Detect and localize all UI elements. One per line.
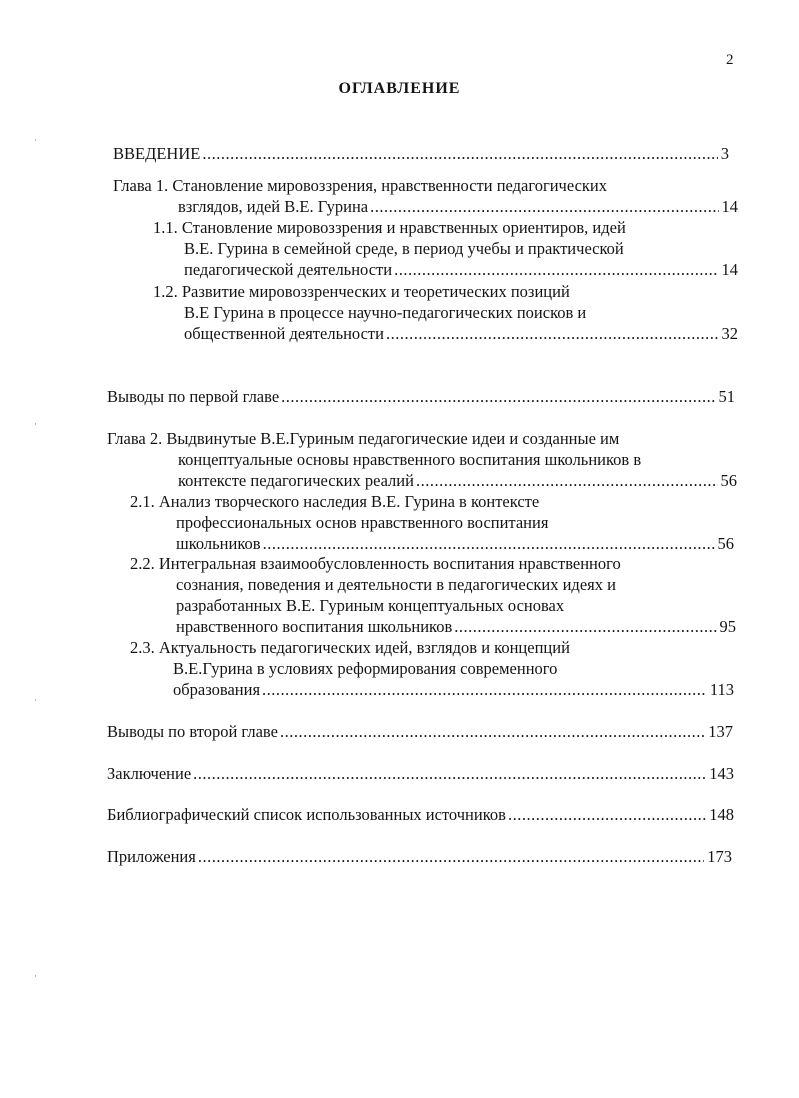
toc-page-number: 137 — [708, 722, 733, 741]
toc-entry-conclusion[interactable] — [107, 763, 734, 784]
toc-entry-line — [153, 259, 738, 280]
toc-entry-line — [130, 574, 736, 595]
toc-entry-chapter-1[interactable] — [113, 175, 738, 217]
toc-entry-line — [107, 470, 737, 491]
toc-entry-section-1-1[interactable] — [153, 217, 738, 280]
toc-entry-text: 2.1. Анализ творческого наследия В.Е. Гурина в контексте — [130, 492, 540, 511]
toc-entry-text: В.Е Гурина в процессе научно-педагогических поисков и — [184, 303, 587, 322]
toc-entry-chapter-2-conclusions[interactable] — [107, 721, 733, 742]
toc-entry-text: контексте педагогических реалий — [178, 471, 414, 490]
toc-entry-line — [130, 658, 734, 679]
toc-entry-text: Глава 2. Выдвинутые В.Е.Гуриным педагогические идеи и созданные им — [107, 429, 620, 448]
toc-entry-line — [107, 386, 735, 407]
toc-entry-line — [130, 637, 734, 658]
toc-entry-text: Выводы по первой главе — [107, 387, 280, 406]
toc-entry-text: ВВЕДЕНИЕ — [113, 144, 201, 163]
toc-entry-line — [113, 143, 729, 164]
toc-page-number: 95 — [719, 617, 736, 636]
dot-leader — [202, 143, 717, 164]
toc-entry-line — [130, 512, 734, 533]
toc-entry-line — [130, 595, 736, 616]
dot-leader — [454, 616, 716, 637]
dot-leader — [394, 259, 718, 280]
toc-entry-text: Библиографический список использованных источников — [107, 805, 506, 824]
toc-entry-appendices[interactable] — [107, 846, 732, 867]
toc-entry-line — [107, 428, 737, 449]
toc-entry-text: 1.2. Развитие мировоззренческих и теоретических позиций — [153, 282, 570, 301]
scan-speck: · — [34, 419, 37, 429]
toc-entry-chapter-1-conclusions[interactable] — [107, 386, 735, 407]
toc-entry-line — [107, 763, 734, 784]
toc-entry-text: концептуальные основы нравственного воспитания школьников в — [178, 450, 642, 469]
toc-entry-line — [107, 804, 734, 825]
page-title: ОГЛАВЛЕНИЕ — [338, 80, 461, 97]
toc-page-number: 113 — [709, 680, 734, 699]
toc-entry-text: разработанных В.Е. Гуриным концептуальных основах — [176, 596, 565, 615]
toc-entry-line — [130, 679, 734, 700]
toc-page-number: 56 — [720, 471, 737, 490]
toc-entry-introduction[interactable] — [113, 143, 729, 164]
toc-entry-section-2-1[interactable] — [130, 491, 734, 554]
toc-entry-text: нравственного воспитания школьников — [176, 617, 453, 636]
toc-entry-line — [153, 217, 738, 238]
toc-entry-text: В.Е.Гурина в условиях реформирования современного — [173, 659, 558, 678]
toc-page-number: 148 — [709, 805, 734, 824]
page-number: 2 — [726, 52, 734, 68]
dot-leader — [281, 386, 715, 407]
dot-leader — [193, 763, 706, 784]
toc-entry-text: взглядов, идей В.Е. Гурина — [178, 197, 369, 216]
toc-entry-bibliography[interactable] — [107, 804, 734, 825]
toc-page-number: 14 — [721, 260, 738, 279]
toc-entry-text: Глава 1. Становление мировоззрения, нравственности педагогических — [113, 176, 608, 195]
toc-page-number: 3 — [720, 144, 729, 163]
toc-entry-text: общественной деятельности — [184, 324, 384, 343]
toc-entry-line — [130, 553, 736, 574]
dot-leader — [386, 323, 719, 344]
toc-entry-text: В.Е. Гурина в семейной среде, в период учебы и практической — [184, 239, 624, 258]
toc-entry-line — [153, 281, 738, 302]
toc-entry-section-1-2[interactable] — [153, 281, 738, 344]
toc-page-number: 56 — [717, 534, 734, 553]
dot-leader — [263, 533, 715, 554]
dot-leader — [198, 846, 704, 867]
toc-entry-line — [113, 175, 738, 196]
scan-speck: · — [34, 695, 37, 705]
toc-page-number: 32 — [721, 324, 738, 343]
dot-leader — [370, 196, 718, 217]
toc-entry-text: образования — [173, 680, 261, 699]
toc-entry-line — [107, 449, 737, 470]
toc-entry-section-2-3[interactable] — [130, 637, 734, 700]
toc-entry-chapter-2[interactable] — [107, 428, 737, 491]
toc-entry-section-2-2[interactable] — [130, 553, 736, 637]
scan-speck: · — [34, 971, 37, 981]
toc-entry-line — [153, 323, 738, 344]
toc-entry-line — [107, 846, 732, 867]
toc-entry-text: 2.3. Актуальность педагогических идей, взглядов и концепций — [130, 638, 570, 657]
toc-entry-line — [153, 302, 738, 323]
toc-entry-text: Заключение — [107, 764, 192, 783]
toc-entry-text: Выводы по второй главе — [107, 722, 278, 741]
toc-entry-text: педагогической деятельности — [184, 260, 393, 279]
toc-page-number: 14 — [721, 197, 738, 216]
toc-entry-text: 2.2. Интегральная взаимообусловленность воспитания нравственного — [130, 554, 621, 573]
scan-speck: · — [34, 135, 37, 145]
toc-entry-line — [113, 196, 738, 217]
toc-page-number: 173 — [707, 847, 732, 866]
toc-entry-text: сознания, поведения и деятельности в педагогических идеях и — [176, 575, 616, 594]
toc-entry-text: 1.1. Становление мировоззрения и нравственных ориентиров, идей — [153, 218, 626, 237]
dot-leader — [262, 679, 707, 700]
toc-page-number: 51 — [718, 387, 735, 406]
toc-page-number: 143 — [709, 764, 734, 783]
dot-leader — [508, 804, 706, 825]
toc-entry-text: профессиональных основ нравственного воспитания — [176, 513, 549, 532]
toc-entry-line — [107, 721, 733, 742]
dot-leader — [416, 470, 718, 491]
toc-entry-line — [130, 491, 734, 512]
toc-entry-text: школьников — [176, 534, 261, 553]
toc-entry-line — [130, 533, 734, 554]
toc-entry-line — [153, 238, 738, 259]
toc-entry-text: Приложения — [107, 847, 196, 866]
toc-entry-line — [130, 616, 736, 637]
dot-leader — [280, 721, 705, 742]
